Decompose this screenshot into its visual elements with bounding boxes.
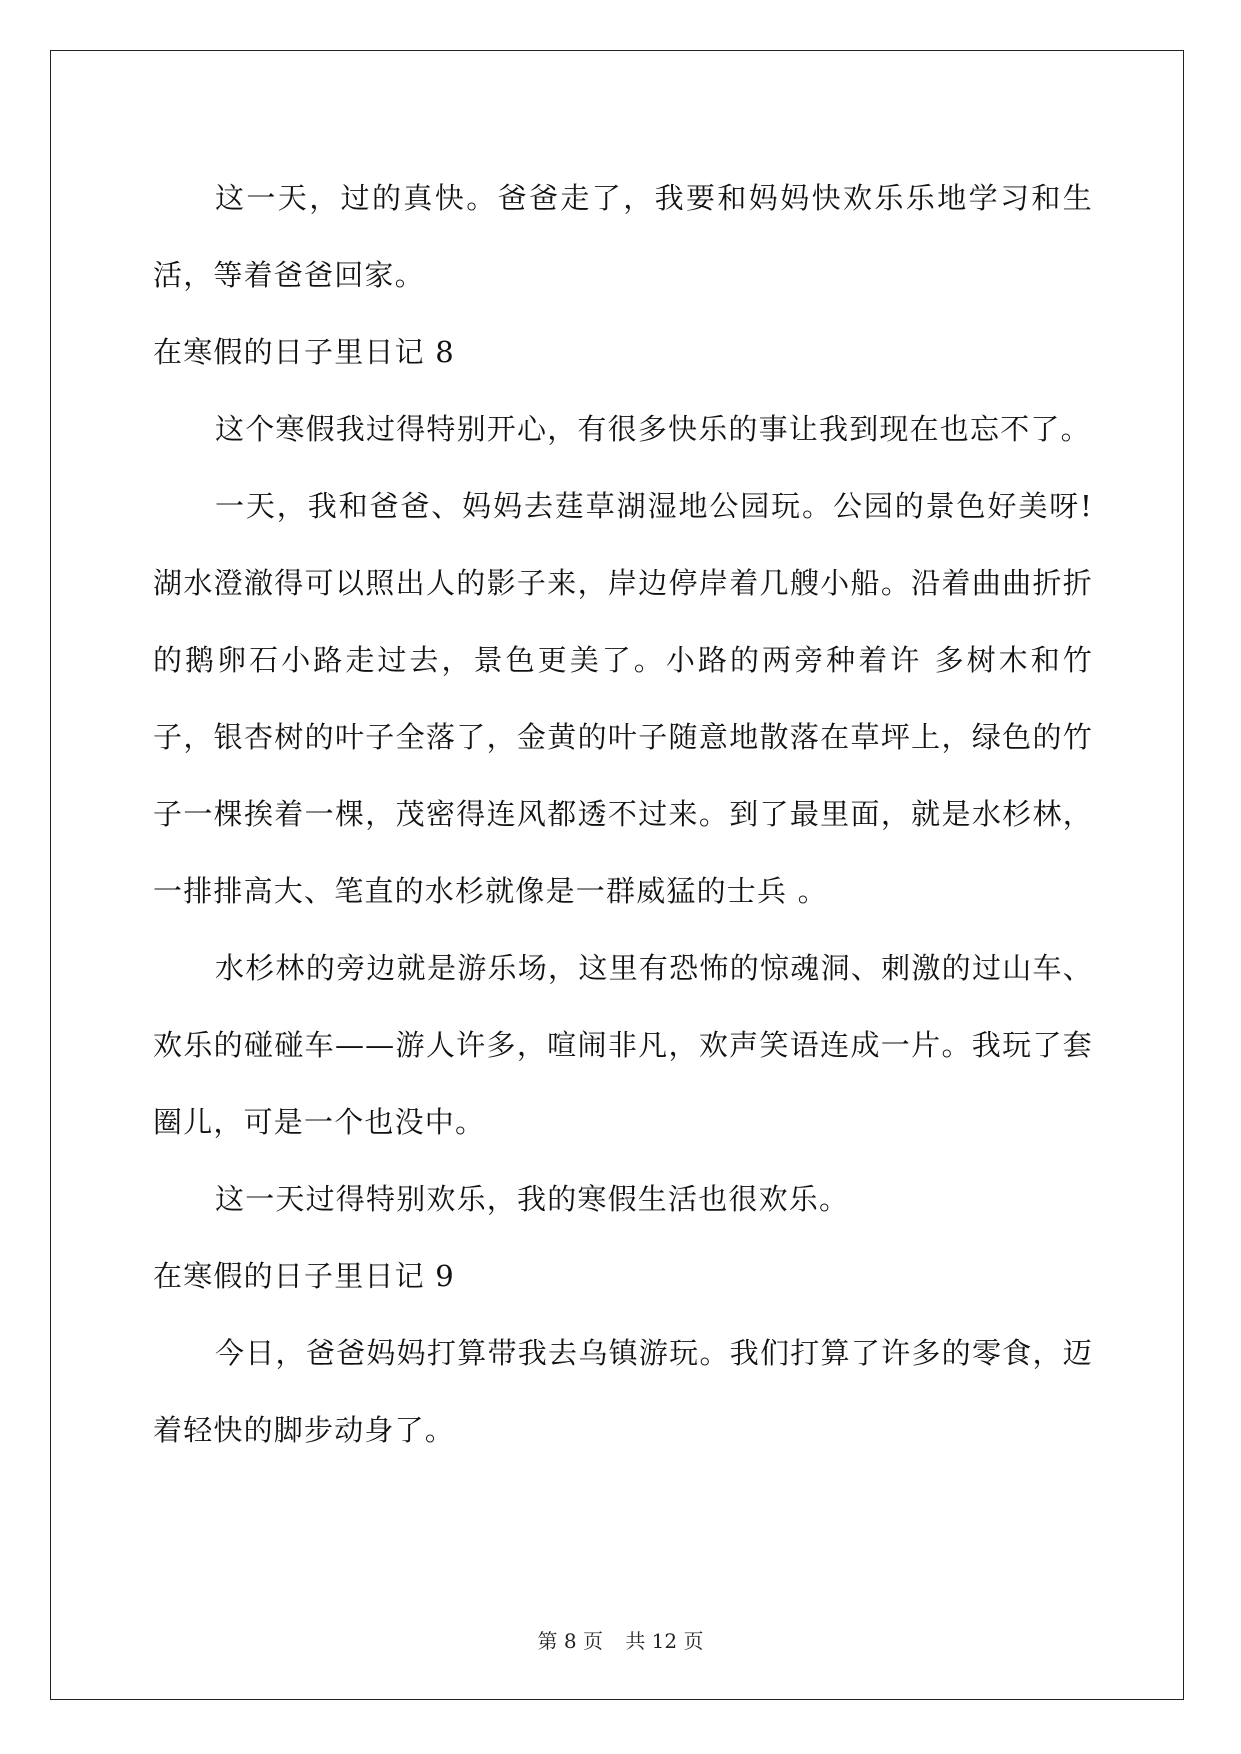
section-heading: 在寒假的日子里日记 9 (153, 1259, 455, 1293)
page-number: 第 8 页 (537, 1629, 603, 1653)
paragraph: 这个寒假我过得特别开心，有很多快乐的事让我到现在也忘不了。 (215, 412, 1091, 446)
paragraph: 这一天，过的真快。爸爸走了，我要和妈妈快欢乐乐地学习和生活，等着爸爸回家。 (153, 181, 1093, 292)
page-total: 共 12 页 (625, 1629, 704, 1653)
page-footer (0, 1625, 1241, 1654)
paragraph: 今日，爸爸妈妈打算带我去乌镇游玩。我们打算了许多的零食，迈着轻快的脚步动身了。 (153, 1336, 1093, 1447)
paragraph: 一天，我和爸爸、妈妈去莛草湖湿地公园玩。公园的景色好美呀!湖水澄澈得可以照出人的影子来，岸边停岸着几艘小船。沿着曲曲折折的鹅卵石小路走过去，景色更美了。小路的两旁种着许 多树木和竹子，银杏树的叶子全落了，金黄的叶子随意地散落在草坪上，绿色的竹子一棵挨着一棵，茂密得连风都透不过来。到了最里面，就是水杉林，一排排高大、笔直的水杉就像是一群威猛的士兵 。 (153, 489, 1093, 908)
section-heading: 在寒假的日子里日记 8 (153, 335, 455, 369)
document-body (153, 160, 1093, 1469)
paragraph: 水杉林的旁边就是游乐场，这里有恐怖的惊魂洞、刺激的过山车、欢乐的碰碰车——游人许多，喧闹非凡，欢声笑语连成一片。我玩了套圈儿，可是一个也没中。 (153, 951, 1093, 1139)
paragraph: 这一天过得特别欢乐，我的寒假生活也很欢乐。 (215, 1182, 850, 1216)
